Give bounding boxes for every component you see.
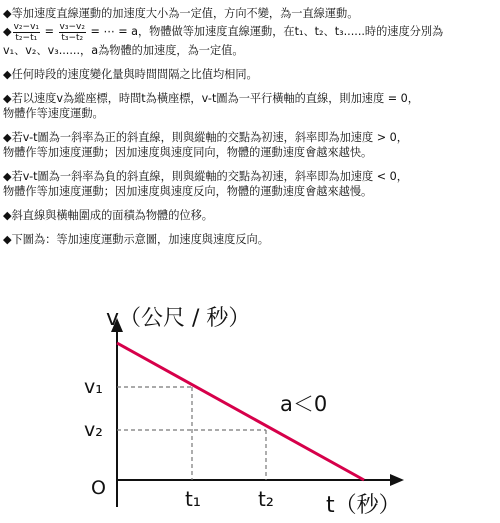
bullet-2-cont: v₁、v₂、v₃......，a為物體的加速度，為一定值。 [3,44,244,57]
v1-label: v₁ [84,376,103,398]
y-axis-label: v（公尺 / 秒） [106,306,251,331]
bullet-4-cont: 物體作等速度運動。 [3,107,104,120]
origin-label: O [91,477,106,499]
fraction-1: $\frac{\text{v₂−v₁}}{\text{t₂−t₁}}$ [13,21,40,43]
bullet-2-formula: ◆ $\frac{\text{v₂−v₁}}{\text{t₂−t₁}}$ = $\frac{\text{v₃−v₂}}{\text{t₃−t₂}}$ = ⋯ = a，物體做等加速度直線運動，在t₁、t₂、t₃......時的速度分別為 [3,21,444,43]
acceleration-annotation: a＜0 [280,392,328,416]
bullet-6-cont: 物體作等加速度運動；因加速度與速度反向，物體的運動速度會越來越慢。 [3,185,373,198]
x-axis-arrow [390,474,404,486]
t1-label: t₁ [185,487,201,511]
fraction-2: $\frac{\text{v₃−v₂}}{\text{t₃−t₂}}$ [59,21,85,43]
bullet-7: ◆斜直線與橫軸圍成的面積為物體的位移。 [3,209,213,222]
bullet-3: ◆任何時段的速度變化量與時間間隔之比值均相同。 [3,68,258,81]
bullet-1: ◆等加速度直線運動的加速度大小為一定值，方向不變，為一直線運動。 [3,7,359,20]
bullet-5: ◆若v-t圖為一斜率為正的斜直線，則與縱軸的交點為初速，斜率即為加速度 > 0， [3,131,408,144]
guide-lines [117,387,266,480]
bullet-4: ◆若以速度v為縱座標，時間t為橫座標，v-t圖為一平行橫軸的直線，則加速度 = 0， [3,92,419,105]
bullet-5-cont: 物體作等加速度運動；因加速度與速度同向，物體的運動速度會越來越快。 [3,146,373,159]
v2-label: v₂ [84,419,103,441]
bullet-8: ◆下圖為：等加速度運動示意圖，加速度與速度反向。 [3,233,269,246]
x-axis-label: t（秒） [326,493,401,518]
t2-label: t₂ [258,487,274,511]
bullet-6: ◆若v-t圖為一斜率為負的斜直線，則與縱軸的交點為初速，斜率即為加速度 < 0， [3,170,408,183]
